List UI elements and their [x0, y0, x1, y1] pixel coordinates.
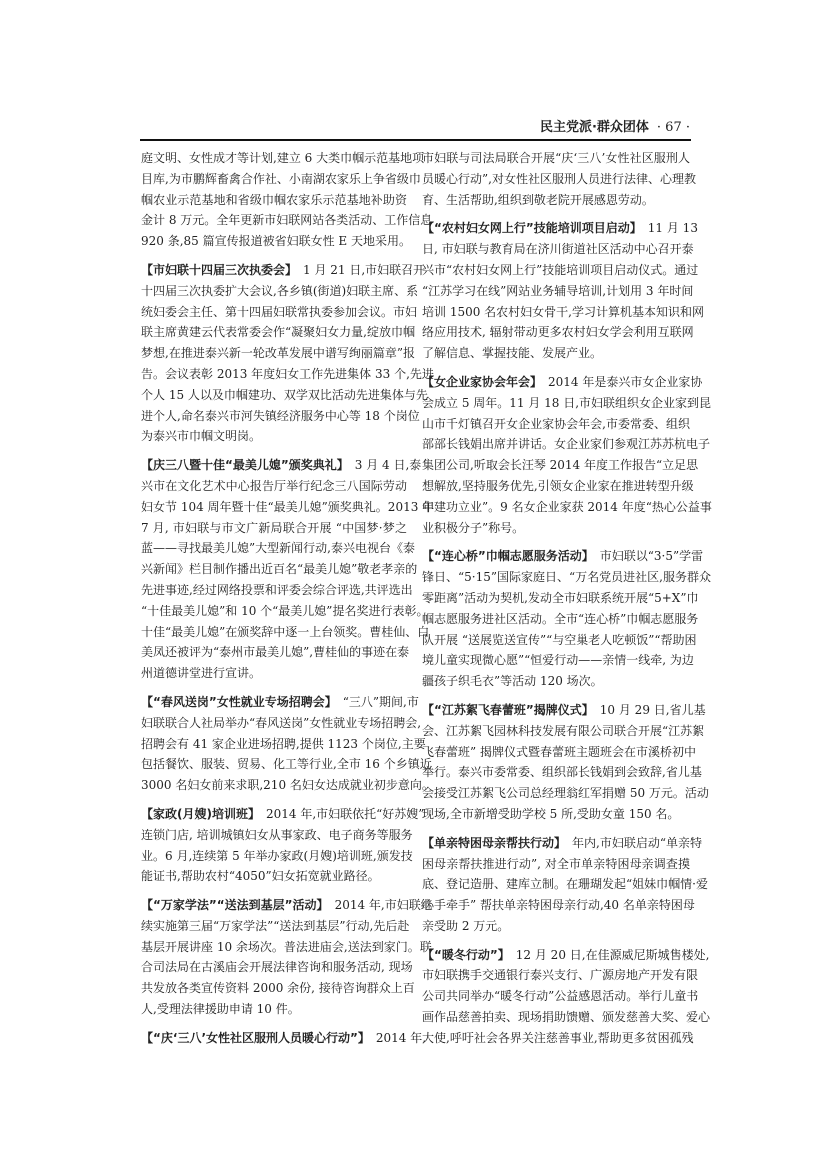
- body-text: 招聘会有 41 家企业进场招聘,提供 1123 个岗位,主要: [141, 736, 426, 751]
- body-text: 集团公司,听取会长汪琴 2014 年度工作报告“立足思: [422, 458, 699, 473]
- text-line: [422, 630, 697, 651]
- text-line: [422, 567, 711, 588]
- text-line: [141, 518, 407, 539]
- article-paragraph: [422, 945, 711, 1049]
- text-line: [141, 302, 418, 323]
- text-line: [141, 713, 422, 734]
- body-text: 10 月 29 日,省儿基: [599, 702, 706, 717]
- text-line: [422, 518, 690, 539]
- body-text: 妇联联合人社局举办“春风送岗”女性就业专场招聘会,: [141, 715, 422, 730]
- text-line: [141, 957, 413, 978]
- text-line: [422, 742, 696, 763]
- header-rule: [140, 139, 691, 141]
- text-line: [422, 343, 690, 364]
- paragraph-heading: 【单亲特困母亲帮扶行动】: [422, 835, 567, 850]
- body-text: 2014 年是泰兴市女企业家协: [548, 374, 703, 389]
- body-text: 队开展 “送展览送宣传”“与空巢老人吃顿饭”“帮助困: [422, 632, 697, 647]
- text-line: [422, 218, 698, 239]
- body-text: 共发放各类宣传资料 2000 余份, 接待咨询群众上百: [141, 981, 415, 996]
- body-text: 州道德讲堂进行宣讲。: [141, 666, 262, 681]
- body-text: 现场,全市新增受助学校 5 所,受助女童 150 名。: [422, 806, 680, 821]
- article-paragraph: [422, 148, 696, 210]
- text-line: [422, 804, 690, 825]
- paragraph-heading: 【“春风送岗”女性就业专场招聘会】: [141, 694, 337, 709]
- body-text: 帼农业示范基地和省级巾帼农家乐示范基地补助资: [141, 192, 407, 207]
- text-line: [141, 343, 415, 364]
- body-text: 基层开展讲座 10 余场次。普法进庙会,送法到家门。联: [141, 939, 432, 954]
- text-line: [141, 281, 419, 302]
- body-text: 个人 15 人以及巾帼建功、双学双比活动先进集体与先: [141, 387, 428, 402]
- text-line: [141, 754, 432, 775]
- text-line: [141, 322, 415, 343]
- body-text: 育、生活帮助,组织到敬老院开展感恩劳动。: [422, 192, 654, 207]
- body-text: 人,受理法律援助申请 10 件。: [141, 1002, 300, 1017]
- body-text: 包括餐饮、服装、贸易、化工等行业,全市 16 个乡镇近: [141, 757, 432, 772]
- article-paragraph: [422, 546, 711, 692]
- body-text: 美凤还被评为“泰州市最美儿媳”,曹桂仙的事迹在泰: [141, 645, 410, 660]
- body-text: 梦想,在推进泰兴新一轮改革发展中谱写绚丽篇章”报: [141, 346, 415, 361]
- text-line: [422, 239, 694, 260]
- article-paragraph: [422, 833, 708, 937]
- text-line: [141, 846, 413, 867]
- text-line: [422, 945, 710, 966]
- text-line: [422, 833, 702, 854]
- text-line: [141, 692, 419, 713]
- body-text: 告。会议表彰 2013 年度妇女工作先进集体 33 个,先进: [141, 366, 434, 381]
- text-line: [422, 148, 690, 169]
- body-text: 妇女节 104 周年暨十佳“最美儿媳”颁奖典礼。2013 年: [141, 499, 435, 514]
- body-text: 目库,为市鹏辉畜禽合作社、小南湖农家乐上争省级巾: [141, 171, 421, 186]
- body-text: 先进事迹,经过网络投票和评委会综合评选,共评选出: [141, 582, 413, 597]
- body-text: 续实施第三届“万家学法”“送法到基层”行动,先后赴: [141, 918, 410, 933]
- text-line: [141, 601, 429, 622]
- body-text: 蓝——寻找最美儿媳”大型新闻行动,泰兴电视台《泰: [141, 541, 415, 556]
- text-line: [141, 1028, 427, 1049]
- page-number: · 67 ·: [656, 120, 690, 135]
- body-text: 2014 年,: [375, 1030, 427, 1045]
- text-line: [141, 148, 425, 169]
- body-text: 十四届三次执委扩大会议,各乡镇(街道)妇联主席、系: [141, 283, 419, 298]
- text-line: [422, 721, 705, 742]
- text-line: [422, 895, 695, 916]
- body-text: 920 条,85 篇宣传报道被省妇联女性 E 天地采用。: [141, 234, 412, 249]
- body-text: “十佳最美儿媳”和 10 个“最美儿媳”提名奖进行表彰。: [141, 603, 429, 618]
- body-text: 3000 名妇女前来求职,210 名妇女达成就业初步意向。: [141, 778, 434, 793]
- body-text: 联主席黄建云代表常委会作“凝聚妇女力量,绽放巾帼: [141, 325, 415, 340]
- text-line: [141, 385, 428, 406]
- body-text: 飞春蕾班” 揭牌仪式暨春蕾班主题班会在市溪桥初中: [422, 744, 696, 759]
- body-text: 帼志愿服务进社区活动。全市“连心桥”巾帼志愿服务: [422, 611, 699, 626]
- text-line: [422, 965, 699, 986]
- text-line: [141, 775, 434, 796]
- text-line: [422, 783, 709, 804]
- paragraph-heading: 【“连心桥”巾帼志愿服务活动】: [422, 549, 594, 564]
- body-text: 连锁门店, 培训城镇妇女从事家政、电子商务等服务: [141, 827, 413, 842]
- article-paragraph: [141, 455, 435, 684]
- body-text: 11 月 13: [647, 221, 698, 236]
- body-text: 能证书,帮助农村“4050”妇女拓宽就业路径。: [141, 869, 380, 884]
- body-text: 培训 1500 名农村妇女骨干,学习计算机基本知识和网: [422, 304, 704, 319]
- body-text: 境儿童实现微心愿”“恒爱行动——亲情一线牵, 为边: [422, 653, 694, 668]
- text-line: [422, 874, 708, 895]
- text-line: [141, 978, 415, 999]
- text-line: [141, 455, 422, 476]
- text-line: [422, 762, 702, 783]
- text-line: [141, 364, 434, 385]
- body-text: 市妇联与司法局联合开展“庆‘三八’女性社区服刑人: [422, 151, 690, 165]
- body-text: 会、江苏絮飞园林科技发展有限公司联合开展“江苏絮: [422, 723, 705, 738]
- right-column: [422, 148, 712, 1057]
- text-line: [141, 497, 435, 518]
- body-text: 疆孩子织毛衣”等活动 120 场次。: [422, 674, 603, 689]
- text-line: [422, 190, 690, 211]
- text-line: [422, 1028, 694, 1049]
- text-line: [422, 609, 699, 630]
- section-title: 民主党派·群众团体: [539, 120, 649, 135]
- article-paragraph: [141, 804, 425, 887]
- text-line: [422, 302, 704, 323]
- body-text: 1 月 21 日,市妇联召开: [303, 262, 426, 277]
- text-line: [141, 190, 407, 211]
- body-text: 日, 市妇联与教育局在济川街道社区活动中心召开泰: [422, 242, 694, 257]
- body-text: 为泰兴市巾帼文明岗。: [141, 429, 262, 444]
- text-line: [141, 210, 433, 231]
- paragraph-heading: 【女企业家协会年会】: [422, 374, 543, 389]
- running-header: [540, 116, 690, 135]
- text-line: [141, 580, 413, 601]
- text-line: [422, 546, 704, 567]
- body-text: 兴新闻》栏目制作播出近百名“最美儿媳”敬老孝亲的: [141, 562, 418, 577]
- body-text: 市妇联以“3·5”学雷: [599, 549, 704, 564]
- text-line: [422, 650, 694, 671]
- text-line: [141, 999, 407, 1020]
- body-text: 画作品慈善拍卖、现场捐助馈赠、颁发慈善大奖、爱心: [422, 1010, 711, 1025]
- body-text: 会接受江苏絮飞公司总经理翁红军捐赠 50 万元。活动: [422, 786, 709, 801]
- article-paragraph: [141, 148, 433, 252]
- body-text: 想解放,坚持服务优先,引领女企业家在推进转型升级: [422, 478, 694, 493]
- body-text: 部部长钱娟出席并讲话。女企业家们参观江苏苏杭电子: [422, 437, 711, 452]
- text-line: [141, 622, 430, 643]
- body-text: 7 月, 市妇联与市文广新局联合开展 “中国梦·梦之: [141, 520, 407, 535]
- body-text: 络应用技术, 辐射带动更多农村妇女学会利用互联网: [422, 325, 694, 340]
- body-text: 业。6 月,连续第 5 年举办家政(月嫂)培训班,颁发技: [141, 848, 413, 863]
- text-line: [141, 169, 421, 190]
- body-text: “三八”期间,市: [342, 694, 419, 709]
- body-text: 金计 8 万元。全年更新市妇联网站各类活动、工作信息: [141, 213, 433, 228]
- body-text: 举行。泰兴市委常委、组织部长钱娟到会致辞,省儿基: [422, 765, 702, 780]
- body-text: 了解信息、掌握技能、发展产业。: [422, 346, 603, 361]
- body-text: 会成立 5 周年。11 月 18 日,市妇联组织女企业家到昆: [422, 395, 712, 410]
- body-text: 十佳“最美儿媳”在颁奖辞中逐一上台领奖。曹桂仙、白: [141, 624, 430, 639]
- paragraph-heading: 【“万家学法”“送法到基层”活动】: [141, 898, 329, 913]
- text-line: [141, 476, 407, 497]
- text-line: [141, 937, 432, 958]
- body-text: 困母亲帮扶推进行动”, 对全市单亲特困母亲调查摸: [422, 856, 690, 871]
- text-line: [422, 322, 694, 343]
- article-paragraph: [141, 260, 434, 447]
- text-line: [141, 231, 412, 252]
- paragraph-heading: 【“暖冬行动”】: [422, 947, 510, 962]
- body-text: 3 月 4 日,泰: [354, 458, 422, 473]
- text-line: [141, 804, 425, 825]
- body-text: 亲受助 2 万元。: [422, 918, 510, 933]
- text-line: [422, 455, 699, 476]
- text-line: [422, 414, 690, 435]
- body-text: 兴市“农村妇女网上行”技能培训项目启动仪式。通过: [422, 262, 699, 277]
- text-line: [422, 700, 706, 721]
- paragraph-heading: 【市妇联十四届三次执委会】: [141, 262, 298, 277]
- text-line: [141, 825, 413, 846]
- text-line: [141, 916, 410, 937]
- body-text: “江苏学习在线”网站业务辅导培训,计划用 3 年时间: [422, 283, 694, 298]
- paragraph-heading: 【“江苏絮飞春蕾班”揭牌仪式】: [422, 702, 594, 717]
- paragraph-heading: 【庆三八暨十佳“最美儿媳”颁奖典礼】: [141, 458, 349, 473]
- body-text: 兴市在文化艺术中心报告厅举行纪念三八国际劳动: [141, 478, 407, 493]
- paragraph-heading: 【家政(月嫂)培训班】: [141, 806, 260, 821]
- body-text: 12 月 20 日,在佳源威尼斯城售楼处,: [515, 947, 710, 962]
- article-paragraph: [422, 372, 712, 538]
- body-text: 锋日、“5·15”国际家庭日、“万名党员进社区,服务群众: [422, 570, 711, 585]
- text-line: [422, 916, 690, 937]
- body-text: 大使,呼吁社会各界关注慈善事业,帮助更多贫困孤残: [422, 1030, 694, 1045]
- body-text: 业积极分子”称号。: [422, 520, 525, 535]
- text-line: [141, 559, 418, 580]
- text-line: [422, 986, 699, 1007]
- text-line: [422, 281, 694, 302]
- article-paragraph: [422, 700, 709, 825]
- text-line: [141, 642, 410, 663]
- text-line: [141, 538, 415, 559]
- body-text: 市妇联携手交通银行泰兴支行、广源房地产开发有限: [422, 968, 699, 983]
- body-text: 零距离”活动为契机,发动全市妇联系统开展“5+X”巾: [422, 590, 699, 605]
- text-line: [141, 260, 426, 281]
- text-line: [422, 393, 712, 414]
- text-line: [422, 372, 703, 393]
- paragraph-heading: 【“农村妇女网上行”技能培训项目启动】: [422, 221, 642, 236]
- text-line: [422, 476, 694, 497]
- body-text: 公司共同举办“暖冬行动”公益感恩活动。举行儿童书: [422, 989, 699, 1004]
- text-line: [422, 588, 699, 609]
- body-text: 山市千灯镇召开女企业家协会年会,市委常委、组织: [422, 416, 690, 431]
- article-paragraph: [422, 218, 704, 364]
- body-text: 合司法局在古溪庙会开展法律咨询和服务活动, 现场: [141, 960, 413, 975]
- text-line: [141, 426, 407, 447]
- body-text: 员暖心行动”,对女性社区服刑人员进行法律、心理教: [422, 171, 696, 186]
- text-line: [422, 434, 711, 455]
- body-text: 底、登记造册、建库立制。在珊瑚发起“姐妹巾帼情·爱: [422, 877, 708, 892]
- text-line: [422, 260, 699, 281]
- text-line: [141, 734, 426, 755]
- text-line: [422, 497, 712, 518]
- text-line: [422, 169, 696, 190]
- text-line: [422, 1007, 711, 1028]
- body-text: 进个人,命名泰兴市河失镇经济服务中心等 18 个岗位: [141, 408, 420, 423]
- body-text: 2014 年,市妇联继: [334, 898, 433, 913]
- paragraph-heading: 【“庆‘三八’女性社区服刑人员暖心行动”】: [141, 1030, 370, 1045]
- article-paragraph: [141, 1028, 427, 1049]
- body-text: 2014 年,市妇联依托“好苏嫂”: [265, 806, 425, 821]
- body-text: 统妇委会主任、第十四届妇联常执委参加会议。市妇: [141, 304, 418, 319]
- body-text: 中建功立业”。9 名女企业家获 2014 年度“热心公益事: [422, 499, 712, 514]
- text-line: [422, 854, 690, 875]
- text-line: [422, 671, 690, 692]
- article-paragraph: [141, 692, 434, 796]
- body-text: 年内,市妇联启动“单亲特: [572, 835, 702, 850]
- text-line: [141, 406, 420, 427]
- left-column: [141, 148, 435, 1057]
- body-text: 心手牵手” 帮扶单亲特困母亲行动,40 名单亲特困母: [422, 898, 695, 913]
- text-line: [141, 866, 407, 887]
- body-text: 庭文明、女性成才等计划,建立 6 大类巾帼示范基地项: [141, 151, 425, 165]
- text-line: [141, 663, 407, 684]
- text-line: [141, 895, 433, 916]
- article-paragraph: [141, 895, 433, 1020]
